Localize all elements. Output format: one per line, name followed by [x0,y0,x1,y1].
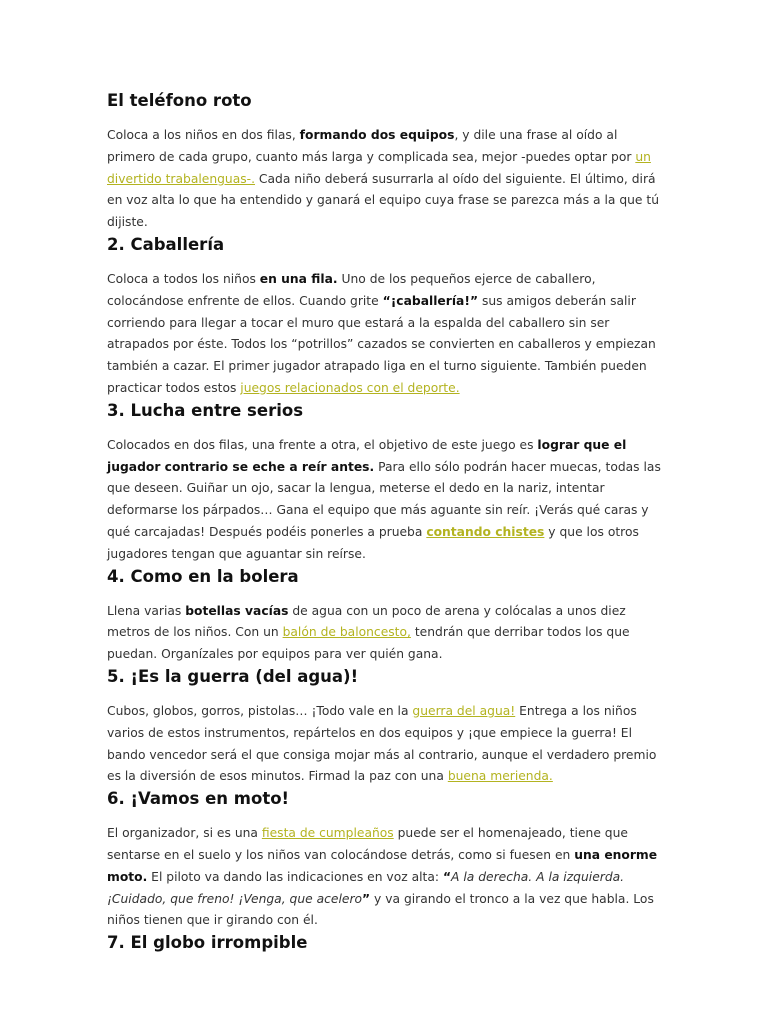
section-paragraph-lucha-entre-serios [107,435,663,566]
text-run: El piloto va dando las indicaciones en voz alta: [147,869,443,884]
link-guerra-del-agua[interactable]: guerra del agua! [412,703,516,718]
section-paragraph-como-en-la-bolera [107,601,663,666]
link-contando-chistes[interactable]: contando chistes [426,524,545,539]
text-run: de agua con un poco de arena y colócalas a unos diez metros de los niños. Con un [107,603,626,640]
bold-text: botellas vacías [185,603,289,618]
open-quote: “ [442,869,452,884]
link-juegos-deporte[interactable]: juegos relacionados con el deporte. [240,380,460,395]
bold-text: lograr que el jugador contrario se eche a reír antes. [107,437,627,474]
section-heading-globo-irrompible: 7. El globo irrompible [107,933,308,953]
section-heading-caballeria: 2. Caballería [107,234,225,254]
text-run: Cada niño deberá susurrarla al oído del siguiente. El último, dirá en voz alta lo que ha entendido y ganará el equipo cuya frase se parezca más a la que tú dijiste. [107,171,660,230]
text-run: Uno de los pequeños ejerce de caballero, colocándose enfrente de ellos. Cuando grite [107,271,596,308]
text-run: Llena varias [107,603,186,618]
text-run: El organizador, si es una [107,826,262,841]
text-run: puede ser el homenajeado, tiene que sentarse en el suelo y los niños van colocándose detrás, como si fuesen en [107,826,628,862]
italic-quote-text: A la derecha. A la izquierda. ¡Cuidado, que freno! ¡Venga, que acelero [107,869,625,906]
section-paragraph-caballeria [107,269,663,400]
text-run: tendrán que derribar todos los que puedan. Organízales por equipos para ver quién gana. [107,625,630,662]
text-run: Para ello sólo podrán hacer muecas, todas las que deseen. Guiñar un ojo, sacar la lengua, meterse el dedo en la nariz, intentar deformarse los párpados… Gana el equipo que más aguante sin reír. ¡Verás qué caras y qué carcajadas! Después podéis ponerles a prueba [107,459,661,539]
section-heading-vamos-en-moto: 6. ¡Vamos en moto! [107,789,290,809]
section-paragraph-guerra-del-agua [107,701,663,788]
text-run: y va girando el tronco a la vez que habla. Los niños tienen que ir girando con él. [107,891,654,928]
text-run: Coloca a los niños en dos filas, [107,128,300,142]
link-balon-de-baloncesto[interactable]: balón de baloncesto, [282,625,411,640]
bold-text: formando dos equipos [299,128,455,142]
link-divertido-trabalenguas[interactable]: un divertido trabalenguas-. [107,149,651,186]
section-heading-telefono-roto: El teléfono roto [107,91,252,110]
bold-text: una enorme moto. [107,847,658,884]
section-heading-como-en-la-bolera: 4. Como en la bolera [107,566,299,586]
bold-text: “¡caballería!” [382,293,479,308]
section-paragraph-telefono-roto [107,125,663,234]
link-buena-merienda[interactable]: buena merienda. [447,769,553,784]
text-run: , y dile una frase al oído al primero de cada grupo, cuanto más larga y complicada sea, mejor -puedes optar por [107,128,636,164]
text-run: Cubos, globos, gorros, pistolas… ¡Todo vale en la [107,703,413,718]
text-run: y que los otros jugadores tengan que aguantar sin reírse. [107,524,639,561]
link-fiesta-de-cumpleanos[interactable]: fiesta de cumpleaños [261,826,394,841]
close-quote: ” [362,891,371,906]
text-run: Coloca a todos los niños [107,271,260,286]
text-run: sus amigos deberán salir corriendo para llegar a tocar el muro que estará a la espalda del caballero sin ser atrapados por éste. Todos los “potrillos” cazados se convierten en caballeros y empiezan también a cazar. El primer jugador atrapado liga en el turno siguiente. También pueden practicar todos estos [107,293,656,395]
section-heading-lucha-entre-serios: 3. Lucha entre serios [107,400,304,420]
text-run: Colocados en dos filas, una frente a otra, el objetivo de este juego es [107,437,538,452]
article-body [107,88,663,967]
section-heading-guerra-del-agua: 5. ¡Es la guerra (del agua)! [107,666,359,686]
text-run: Entrega a los niños varios de estos instrumentos, repártelos en dos equipos y ¡que empiece la guerra! El bando vencedor será el que consiga mojar más al contrario, aunque el verdadero premio es la diversión de esos minutos. Firmad la paz con una [107,703,657,784]
bold-text: en una fila. [259,271,338,286]
section-paragraph-vamos-en-moto [107,823,663,932]
